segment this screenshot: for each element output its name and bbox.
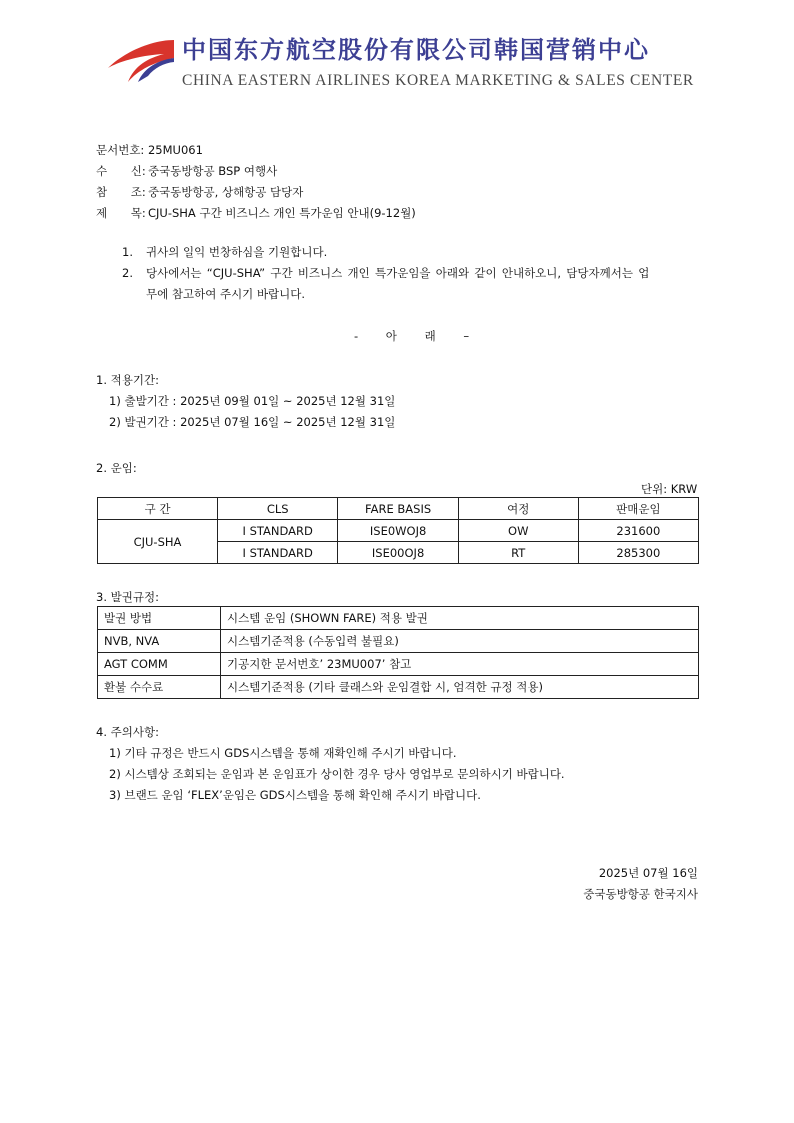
company-name-english: CHINA EASTERN AIRLINES KOREA MARKETING & SALES CENTER [182, 72, 694, 89]
rule-value: 시스템기준적용 (수동입력 불필요) [221, 630, 699, 653]
table-row [98, 607, 699, 630]
cls-cell: I STANDARD [218, 542, 338, 564]
rule-value: 시스템기준적용 (기타 클래스와 운임결합 시, 엄격한 규정 적용) [221, 676, 699, 699]
trip-cell: OW [458, 520, 578, 542]
notice-item: 1) 기타 규정은 반드시 GDS시스템을 통해 재확인해 주시기 바랍니다. [109, 746, 457, 760]
section2-title: 2. 운임: [96, 461, 137, 475]
cc-label: 참 조: [96, 185, 146, 199]
header-cls: CLS [218, 498, 338, 520]
header-route: 구 간 [98, 498, 218, 520]
rule-key: 발권 방법 [98, 607, 221, 630]
to-label: 수 신: [96, 164, 146, 178]
subject-value: CJU-SHA 구간 비즈니스 개인 특가운임 안내(9-12월) [148, 206, 416, 220]
doc-number: 문서번호: 25MU061 [96, 143, 203, 157]
rule-value: 기공지한 문서번호’ 23MU007’ 참고 [221, 653, 699, 676]
rule-value: 시스템 운임 (SHOWN FARE) 적용 발권 [221, 607, 699, 630]
rule-key: NVB, NVA [98, 630, 221, 653]
header-fare-basis: FARE BASIS [338, 498, 458, 520]
route-cell: CJU-SHA [98, 520, 218, 564]
to-value: 중국동방항공 BSP 여행사 [148, 164, 278, 178]
signer: 중국동방항공 한국지사 [583, 887, 698, 901]
rule-key: 환불 수수료 [98, 676, 221, 699]
subject-label: 제 목: [96, 206, 146, 220]
to-line [96, 163, 277, 179]
header-price: 판매운임 [578, 498, 698, 520]
rules-table [97, 606, 699, 699]
price-cell: 231600 [578, 520, 698, 542]
trip-cell: RT [458, 542, 578, 564]
cc-value: 중국동방항공, 상해항공 담당자 [148, 185, 304, 199]
header-trip: 여정 [458, 498, 578, 520]
fare-basis-cell: ISE0WOJ8 [338, 520, 458, 542]
price-cell: 285300 [578, 542, 698, 564]
intro-item-2-continued: 무에 참고하여 주시기 바랍니다. [146, 287, 306, 301]
intro-item-1: 1. 귀사의 일익 번창하심을 기원합니다. [122, 245, 328, 259]
china-eastern-logo-icon [104, 30, 176, 90]
section1-title: 1. 적용기간: [96, 373, 159, 387]
fare-table-header [98, 498, 699, 520]
fare-basis-cell: ISE00OJ8 [338, 542, 458, 564]
fare-table [97, 497, 699, 564]
table-row [98, 653, 699, 676]
currency-unit: 단위: KRW [641, 482, 698, 496]
issue-date: 2025년 07월 16일 [598, 866, 698, 880]
subject-line [96, 205, 416, 221]
intro-item-2: 2. 당사에서는 “CJU-SHA” 구간 비즈니스 개인 특가운임을 아래와 같이 안내하오니, 담당자께서는 업 [122, 266, 650, 280]
notice-item: 2) 시스템상 조회되는 운임과 본 운임표가 상이한 경우 당사 영업부로 문의하시기 바랍니다. [109, 767, 565, 781]
rule-key: AGT COMM [98, 653, 221, 676]
table-row [98, 676, 699, 699]
departure-period: 1) 출발기간 : 2025년 09월 01일 ~ 2025년 12월 31일 [109, 394, 396, 408]
section3-title: 3. 발권규정: [96, 590, 159, 604]
cc-line [96, 184, 303, 200]
table-row [98, 630, 699, 653]
notice-item: 3) 브랜드 운임 ‘FLEX’운임은 GDS시스템을 통해 확인해 주시기 바랍니다. [109, 788, 481, 802]
below-heading: - 아 래 – [354, 329, 470, 343]
company-name-chinese: 中国东方航空股份有限公司韩国营销中心 [182, 35, 650, 64]
cls-cell: I STANDARD [218, 520, 338, 542]
table-row [98, 520, 699, 542]
ticketing-period: 2) 발권기간 : 2025년 07월 16일 ~ 2025년 12월 31일 [109, 415, 396, 429]
section4-title: 4. 주의사항: [96, 725, 159, 739]
